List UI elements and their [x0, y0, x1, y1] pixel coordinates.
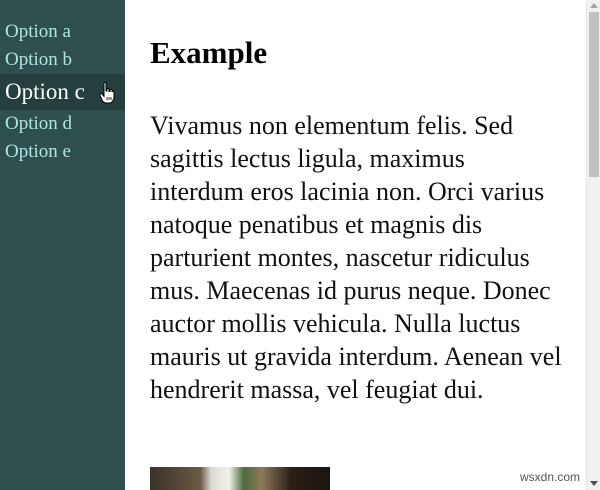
sidebar-item-label: Option c	[5, 79, 85, 104]
scrollbar-thumb[interactable]	[589, 12, 599, 177]
vertical-scrollbar[interactable]	[586, 0, 600, 490]
scroll-up-arrow-icon[interactable]	[590, 3, 598, 8]
sidebar-item-option-a[interactable]: Option a	[5, 21, 71, 42]
content-image	[150, 467, 330, 490]
sidebar-item-option-d[interactable]: Option d	[5, 113, 73, 134]
body-paragraph: Vivamus non elementum felis. Sed sagittis lectus ligula, maximus interdum eros lacinia non. Orci varius natoque penatibus et magnis dis parturient montes, nascetur ridiculus mus. Maecenas id purus neque. Donec auctor mollis vehicula. Nulla luctus mauris ut gravida interdum. Aenean vel hendrerit massa, vel feugiat dui.	[150, 111, 562, 404]
hand-pointer-icon	[99, 82, 115, 104]
sidebar-nav	[0, 0, 125, 490]
sidebar-item-option-e[interactable]: Option e	[5, 141, 71, 162]
main-content	[125, 0, 586, 490]
sidebar-item-option-b[interactable]: Option b	[5, 49, 73, 70]
sidebar-item-option-c[interactable]	[0, 74, 125, 110]
watermark: wsxdn.com	[520, 470, 581, 484]
scroll-down-arrow-icon[interactable]	[590, 481, 598, 486]
page-title: Example	[150, 35, 268, 70]
